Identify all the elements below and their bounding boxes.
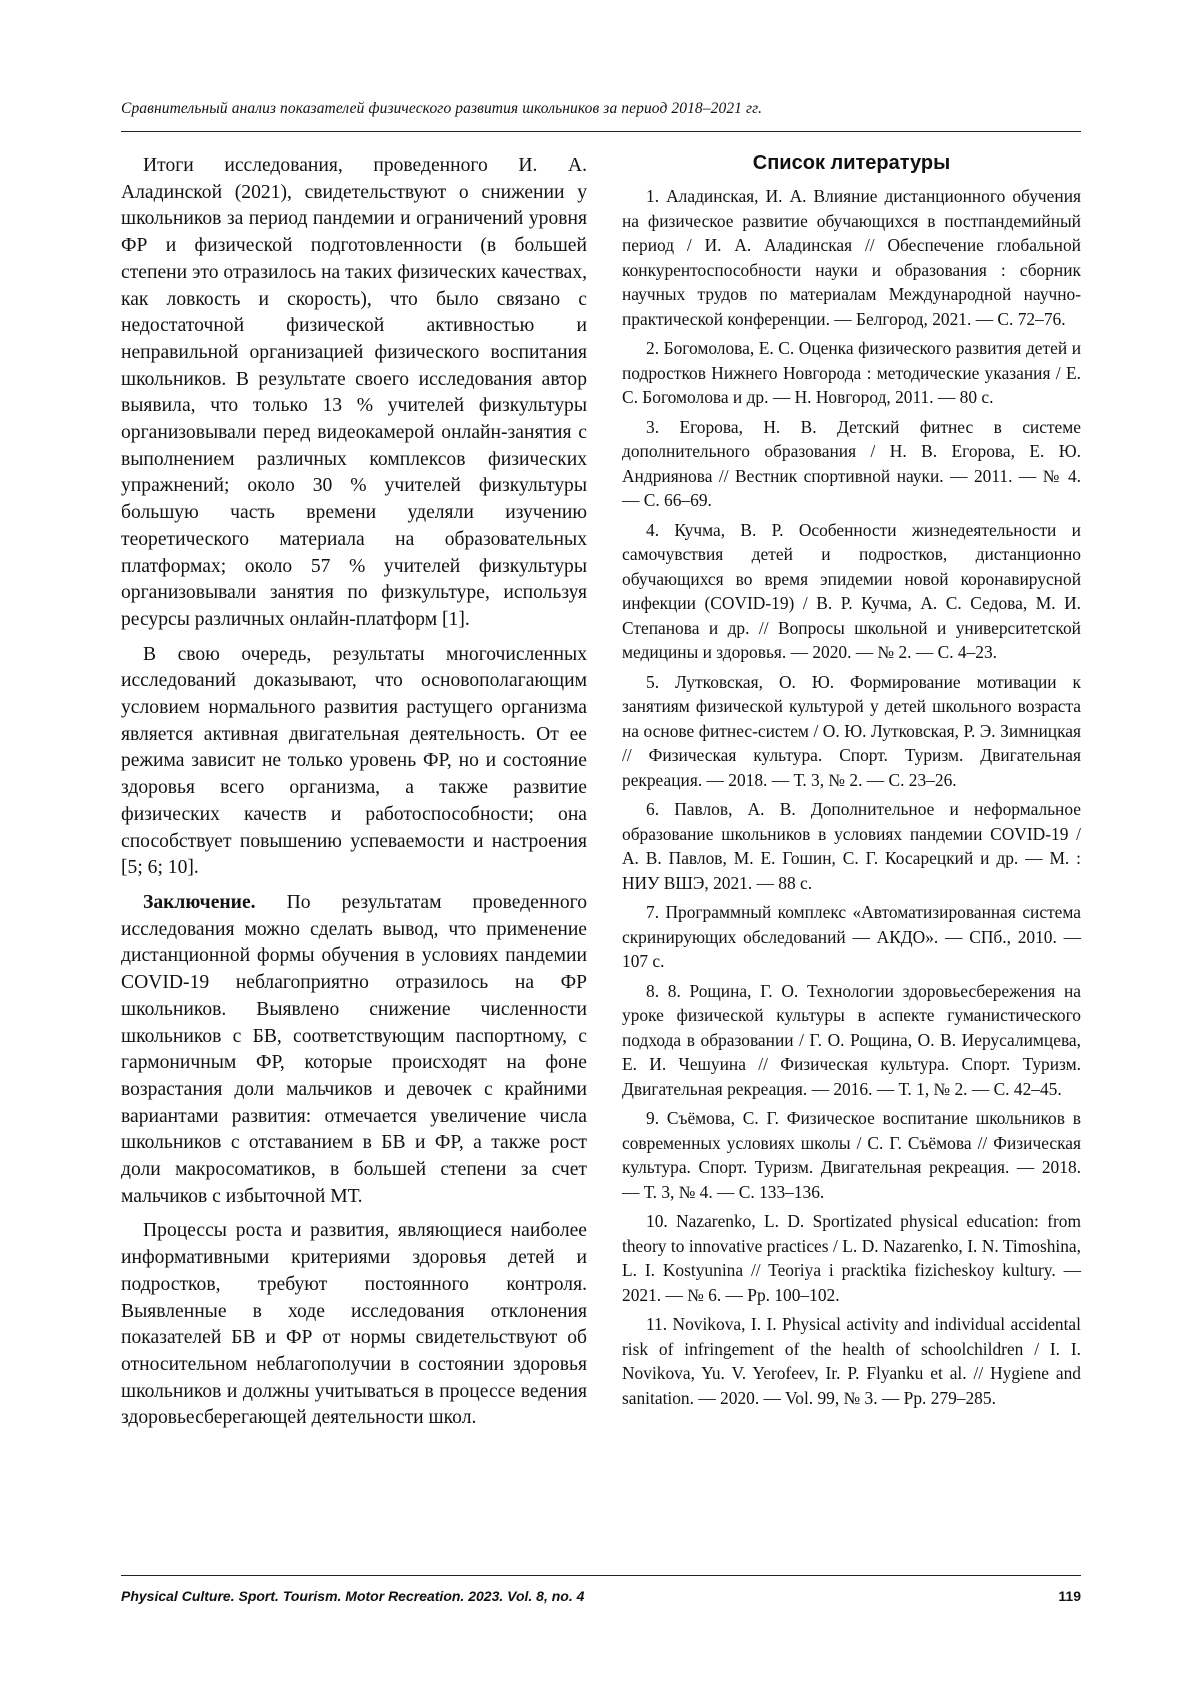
reference-item: 3. Егорова, Н. В. Детский фитнес в системе дополнительного образования / Н. В. Егорова, Е. Ю. Андриянова // Вестник спортивной науки. — 2011. — № 4. — С. 66–69. bbox=[622, 416, 1081, 510]
conclusion-text: По результатам проведенного исследования можно сделать вывод, что применение дистанционной формы обучения в условиях пандемии COVID-19 неблагоприятно отразилось на ФР школьников. Выявлено снижение численности школьников с БВ, соответствующим паспортному, с гармоничным ФР, которые происходят на фоне возрастания доли мальчиков и девочек с крайними вариантами развития: отмечается увеличение числа школьников с отставанием в БВ и ФР, а также рост доли макросоматиков, в большей степени за счет мальчиков с избыточной МТ. bbox=[121, 891, 587, 1207]
reference-item: 11. Novikova, I. I. Physical activity and individual accidental risk of infringement of the health of schoolchildren / I. I. Novikova, Yu. V. Yerofeev, Ir. P. Flyanku et al. // Hygiene and sanitation. — 2020. — Vol. 99, № 3. — Pp. 279–285. bbox=[622, 1314, 1081, 1408]
references-column bbox=[622, 150, 1081, 1410]
reference-item: 6. Павлов, А. В. Дополнительное и неформальное образование школьников в условиях пандемии COVID-19 / А. В. Павлов, М. Е. Гошин, С. Г. Косарецкий и др. — М. : НИУ ВШЭ, 2021. — 88 с. bbox=[622, 799, 1081, 893]
main-text-column bbox=[121, 153, 587, 1432]
paragraph-growth: Процессы роста и развития, являющиеся наиболее информативными критериями здоровья детей и подростков, требуют постоянного контроля. Выявленные в ходе исследования отклонения показателей БВ и ФР от нормы свидетельствуют об относительном неблагополучии в состоянии здоровья школьников и должны учитываться в процессе ведения здоровьесберегающей деятельности школ. bbox=[121, 1220, 587, 1429]
footer-divider bbox=[121, 1575, 1081, 1576]
reference-item: 5. Лутковская, О. Ю. Формирование мотивации к занятиям физической культурой у детей школьного возраста на основе фитнес-систем / О. Ю. Лутковская, Р. Э. Зимницкая // Физическая культура. Спорт. Туризм. Двигательная рекреация. — 2018. — Т. 3, № 2. — С. 23–26. bbox=[622, 671, 1081, 790]
footer-journal: Physical Culture. Sport. Tourism. Motor Recreation. 2023. Vol. 8, no. 4 bbox=[121, 1588, 585, 1604]
reference-item: 4. Кучма, В. Р. Особенности жизнедеятельности и самочувствия детей и подростков, дистанционно обучающихся во время эпидемии новой коронавирусной инфекции (COVID-19) / В. Р. Кучма, А. С. Седова, М. И. Степанова и др. // Вопросы школьной и университетской медицины и здоровья. — 2020. — № 2. — С. 4–23. bbox=[622, 519, 1081, 662]
reference-item: 1. Аладинская, И. А. Влияние дистанционного обучения на физическое развитие обучающихся в постпандемийный период / И. А. Аладинская // Обеспечение глобальной конкурентоспособности науки и образования : сборник научных трудов по материалам Международной научно-практической конференции. — Белгород, 2021. — С. 72–76. bbox=[622, 186, 1081, 329]
paragraph-motor-activity: В свою очередь, результаты многочисленных исследований доказывают, что основополагающим условием нормального развития растущего организма является активная двигательная деятельность. От ее режима зависит не только уровень ФР, но и состояние здоровья всего организма, а также развитие физических качеств и работоспособности; она способствует повышению успеваемости и настроения [5; 6; 10]. bbox=[121, 643, 587, 879]
reference-item: 7. Программный комплекс «Автоматизированная система скринирующих обследований — АКДО». — СПб., 2010. — 107 с. bbox=[622, 902, 1081, 971]
paragraph-conclusion bbox=[121, 890, 587, 1210]
conclusion-label: Заключение. bbox=[143, 891, 256, 913]
reference-item: 9. Съёмова, С. Г. Физическое воспитание школьников в современных условиях школы / С. Г. Съёмова // Физическая культура. Спорт. Туризм. Двигательная рекреация. — 2018. — Т. 3, № 4. — С. 133–136. bbox=[622, 1108, 1081, 1202]
reference-item: 8. 8. Рощина, Г. О. Технологии здоровьесбережения на уроке физической культуры в аспекте гуманистического подхода в образовании / Г. О. Рощина, О. В. Иерусалимцева, Е. И. Чешуина // Физическая культура. Спорт. Туризм. Двигательная рекреация. — 2016. — Т. 1, № 2. — С. 42–45. bbox=[622, 980, 1081, 1099]
reference-item: 2. Богомолова, Е. С. Оценка физического развития детей и подростков Нижнего Новгорода : методические указания / Е. С. Богомолова и др. — Н. Новгород, 2011. — 80 с. bbox=[622, 338, 1081, 407]
references-title: Список литературы bbox=[752, 152, 951, 174]
page-number: 119 bbox=[1058, 1588, 1081, 1604]
reference-item: 10. Nazarenko, L. D. Sportizated physical education: from theory to innovative practices / L. D. Nazarenko, I. N. Timoshina, L. I. Kostyunina // Teoriya i pracktika fizicheskoy kultury. — 2021. — № 6. — Pp. 100–102. bbox=[622, 1211, 1081, 1305]
running-head: Сравнительный анализ показателей физического развития школьников за период 2018–2021 гг. bbox=[121, 100, 763, 117]
paragraph-results: Итоги исследования, проведенного И. А. Аладинской (2021), свидетельствуют о снижении у школьников за период пандемии и ограничений уровня ФР и физической подготовленности (в большей степени это отразилось на таких физических качествах, как ловкость и скорость), что было связано с недостаточной физической активностью и неправильной организацией физического воспитания школьников. В результате своего исследования автор выявила, что только 13 % учителей физкультуры организовывали перед видеокамерой онлайн-занятия с выполнением различных комплексов физических упражнений; около 30 % учителей физкультуры большую часть времени уделяли изучению теоретического материала на образовательных платформах; около 57 % учителей физкультуры организовывали занятия по физкультуре, используя ресурсы различных онлайн-платформ [1]. bbox=[121, 155, 588, 630]
header-divider bbox=[121, 131, 1081, 132]
